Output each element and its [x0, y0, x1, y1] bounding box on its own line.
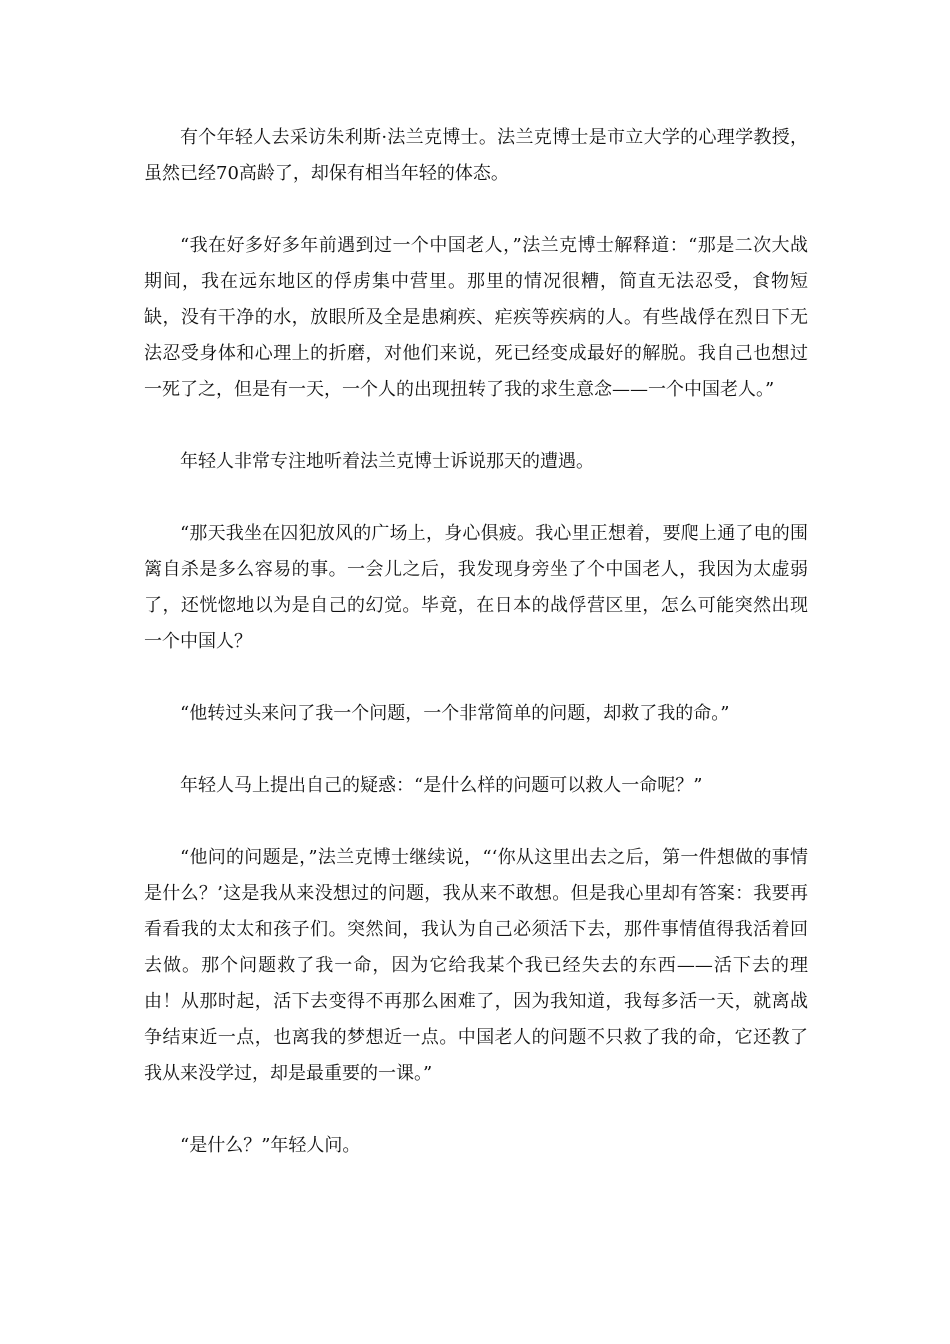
paragraph: “他转过头来问了我一个问题，一个非常简单的问题，却救了我的命。” [180, 703, 730, 724]
paragraph: 年轻人非常专注地听着法兰克博士诉说那天的遭遇。 [180, 451, 594, 472]
paragraph: “那天我坐在囚犯放风的广场上，身心俱疲。我心里正想着，要爬上通了电的围篱自杀是多么容易的事。一会儿之后，我发现身旁坐了个中国老人，我因为太虚弱了，还恍惚地以为是自己的幻觉。毕竟，在日本的战俘营区里，怎么可能突然出现一个中国人？ [144, 523, 808, 652]
paragraph: “我在好多好多年前遇到过一个中国老人，”法兰克博士解释道：“那是二次大战期间，我在远东地区的俘虏集中营里。那里的情况很糟，简直无法忍受，食物短缺，没有干净的水，放眼所及全是患痢疾、疟疾等疾病的人。有些战俘在烈日下无法忍受身体和心理上的折磨，对他们来说，死已经变成最好的解脱。我自己也想过一死了之，但是有一天，一个人的出现扭转了我的求生意念——一个中国老人。” [144, 235, 808, 400]
document-page [144, 120, 808, 1200]
paragraph: 有个年轻人去采访朱利斯·法兰克博士。法兰克博士是市立大学的心理学教授，虽然已经70高龄了，却保有相当年轻的体态。 [144, 127, 808, 184]
paragraph: “他问的问题是，”法兰克博士继续说，“‘你从这里出去之后，第一件想做的事情是什么？’这是我从来没想过的问题，我从来不敢想。但是我心里却有答案：我要再看看我的太太和孩子们。突然间，我认为自己必须活下去，那件事情值得我活着回去做。那个问题救了我一命，因为它给我某个我已经失去的东西——活下去的理由！从那时起，活下去变得不再那么困难了，因为我知道，我每多活一天，就离战争结束近一点，也离我的梦想近一点。中国老人的问题不只救了我的命，它还教了我从来没学过，却是最重要的一课。” [144, 847, 808, 1084]
paragraph: “是什么？”年轻人问。 [180, 1135, 361, 1156]
paragraph: 年轻人马上提出自己的疑惑：“是什么样的问题可以救人一命呢？” [180, 775, 703, 796]
